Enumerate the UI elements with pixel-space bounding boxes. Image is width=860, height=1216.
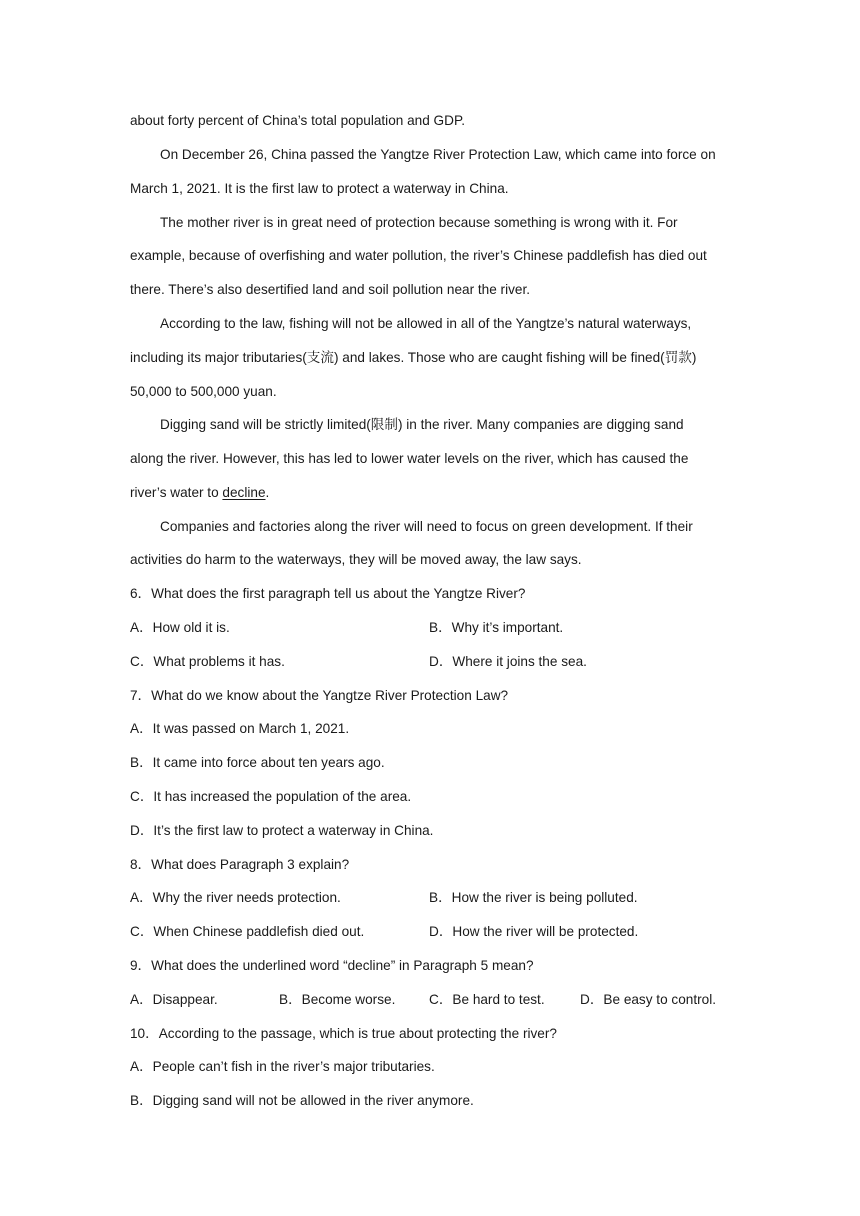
answer-option: C．When Chinese paddlefish died out. [130,924,365,939]
answer-option: D．Be easy to control. [580,992,716,1007]
passage-paragraph-start: Companies and factories along the river will need to focus on green development. If their [160,519,693,534]
question-stem: 8．What does Paragraph 3 explain? [130,857,350,872]
passage-paragraph-start: On December 26, China passed the Yangtze River Protection Law, which came into force on [160,147,716,162]
answer-option: A．People can’t fish in the river’s major tributaries. [130,1059,435,1074]
passage-line: 50,000 to 500,000 yuan. [130,384,277,399]
passage-line: activities do harm to the waterways, they will be moved away, the law says. [130,552,582,567]
answer-option: A．It was passed on March 1, 2021. [130,721,350,736]
answer-option: D．How the river will be protected. [429,924,639,939]
passage-text: . [265,485,270,500]
answer-option: D．It’s the first law to protect a waterway in China. [130,823,434,838]
passage-paragraph-start: Digging sand will be strictly limited(限制) in the river. Many companies are digging sand [160,417,684,432]
passage-line: March 1, 2021. It is the first law to protect a waterway in China. [130,181,509,196]
passage-line: including its major tributaries(支流) and lakes. Those who are caught fishing will be fined(罚款) [130,350,697,365]
answer-option: A．Why the river needs protection. [130,890,341,905]
underlined-word: decline [222,485,266,500]
answer-option: B．Digging sand will not be allowed in the river anymore. [130,1093,474,1108]
question-stem: 7．What do we know about the Yangtze River Protection Law? [130,688,509,703]
answer-option: B．Why it’s important. [429,620,564,635]
question-stem: 10．According to the passage, which is true about protecting the river? [130,1026,557,1041]
answer-option: C．It has increased the population of the area. [130,789,412,804]
answer-option: C．Be hard to test. [429,992,545,1007]
answer-option: C．What problems it has. [130,654,285,669]
passage-paragraph-start: The mother river is in great need of protection because something is wrong with it. For [160,215,678,230]
passage-line: example, because of overfishing and water pollution, the river’s Chinese paddlefish has died out [130,248,707,263]
answer-option: A．How old it is. [130,620,230,635]
answer-option: B．Become worse. [279,992,396,1007]
answer-option: B．It came into force about ten years ago. [130,755,385,770]
passage-paragraph-start: According to the law, fishing will not be allowed in all of the Yangtze’s natural waterways, [160,316,692,331]
question-stem: 6．What does the first paragraph tell us about the Yangtze River? [130,586,526,601]
passage-line: along the river. However, this has led to lower water levels on the river, which has caused the [130,451,689,466]
question-stem: 9．What does the underlined word “decline” in Paragraph 5 mean? [130,958,534,973]
passage-line: about forty percent of China’s total population and GDP. [130,113,466,128]
answer-option: A．Disappear. [130,992,218,1007]
answer-option: D．Where it joins the sea. [429,654,587,669]
passage-text: river’s water to [130,485,223,500]
passage-line: there. There’s also desertified land and soil pollution near the river. [130,282,530,297]
answer-option: B．How the river is being polluted. [429,890,638,905]
passage-line [130,483,269,503]
